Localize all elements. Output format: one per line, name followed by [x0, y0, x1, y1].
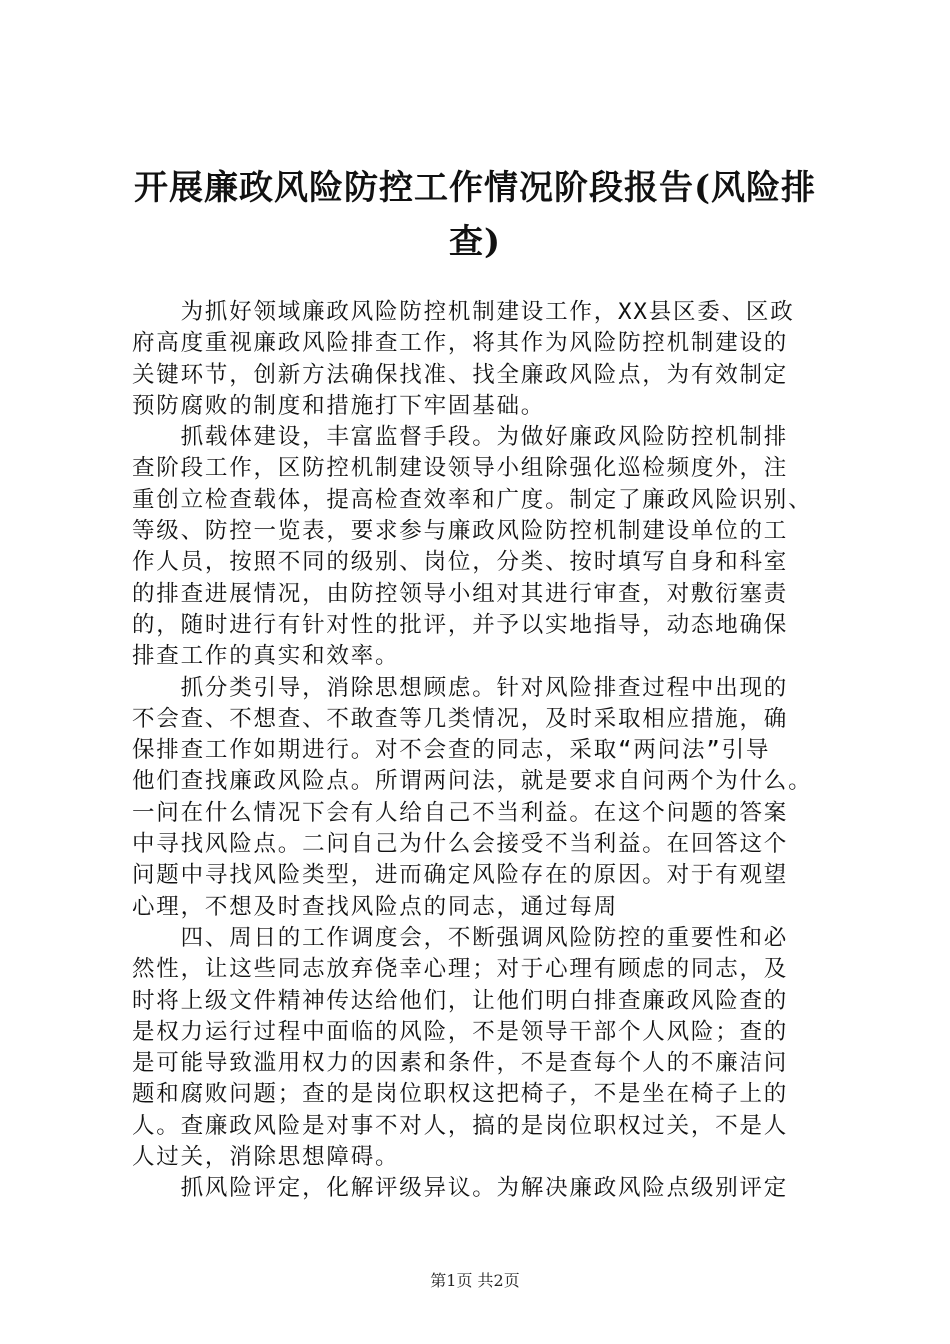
body-text-line: 的，随时进行有针对性的批评，并予以实地指导，动态地确保	[132, 611, 789, 638]
body-text-line: 中寻找风险点。二问自己为什么会接受不当利益。在回答这个	[132, 831, 789, 858]
body-text-line: 排查工作的真实和效率。	[132, 643, 400, 670]
body-text-line: 关键环节，创新方法确保找准、找全廉政风险点，为有效制定	[132, 361, 789, 388]
body-text-line: 抓分类引导，消除思想顾虑。针对风险排查过程中出现的	[132, 674, 789, 701]
body-text-line: 时将上级文件精神传达给他们，让他们明白排查廉政风险查的	[132, 987, 789, 1014]
body-text-line: 的排查进展情况，由防控领导小组对其进行审查，对敷衍塞责	[132, 580, 789, 607]
body-text-line: 保排查工作如期进行。对不会查的同志，采取“两问法”引导	[132, 737, 771, 764]
body-text-line: 心理，不想及时查找风险点的同志，通过每周	[132, 893, 619, 920]
body-text-line: 重创立检查载体，提高检查效率和广度。制定了廉政风险识别、	[132, 486, 813, 513]
body-text-line: 题和腐败问题；查的是岗位职权这把椅子，不是坐在椅子上的	[132, 1081, 789, 1108]
body-text-line: 人。查廉政风险是对事不对人，搞的是岗位职权过关，不是人	[132, 1112, 789, 1139]
body-text-line: 他们查找廉政风险点。所谓两问法，就是要求自问两个为什么。	[132, 768, 813, 795]
document-body	[132, 297, 840, 1205]
body-text-line: 是权力运行过程中面临的风险，不是领导干部个人风险；查的	[132, 1018, 789, 1045]
body-text-line: 人过关，消除思想障碍。	[132, 1144, 400, 1171]
page-footer: 第1页 共2页	[430, 1271, 520, 1290]
body-text-line: 抓载体建设，丰富监督手段。为做好廉政风险防控机制排	[132, 424, 789, 451]
body-text-line: 查阶段工作，区防控机制建设领导小组除强化巡检频度外，注	[132, 455, 789, 482]
body-text-line: 作人员，按照不同的级别、岗位，分类、按时填写自身和科室	[132, 549, 789, 576]
body-text-line: 问题中寻找风险类型，进而确定风险存在的原因。对于有观望	[132, 862, 789, 889]
body-text-line: 府高度重视廉政风险排查工作，将其作为风险防控机制建设的	[132, 330, 789, 357]
body-text-line: 等级、防控一览表，要求参与廉政风险防控机制建设单位的工	[132, 518, 789, 545]
body-text-line: 然性，让这些同志放弃侥幸心理；对于心理有顾虑的同志，及	[132, 956, 789, 983]
body-text-line: 抓风险评定，化解评级异议。为解决廉政风险点级别评定	[132, 1175, 789, 1202]
body-text-line: 预防腐败的制度和措施打下牢固基础。	[132, 392, 546, 419]
body-text-line: 一问在什么情况下会有人给自己不当利益。在这个问题的答案	[132, 799, 789, 826]
body-text-line: 不会查、不想查、不敢查等几类情况，及时采取相应措施，确	[132, 705, 789, 732]
body-text-line: 四、周日的工作调度会，不断强调风险防控的重要性和必	[132, 924, 789, 951]
body-text-line: 为抓好领域廉政风险防控机制建设工作，XX县区委、区政	[132, 299, 795, 325]
document-title-line-1: 开展廉政风险防控工作情况阶段报告(风险排	[133, 168, 817, 208]
body-text-line: 是可能导致滥用权力的因素和条件，不是查每个人的不廉洁问	[132, 1050, 789, 1077]
document-title-line-2: 查)	[448, 222, 502, 262]
